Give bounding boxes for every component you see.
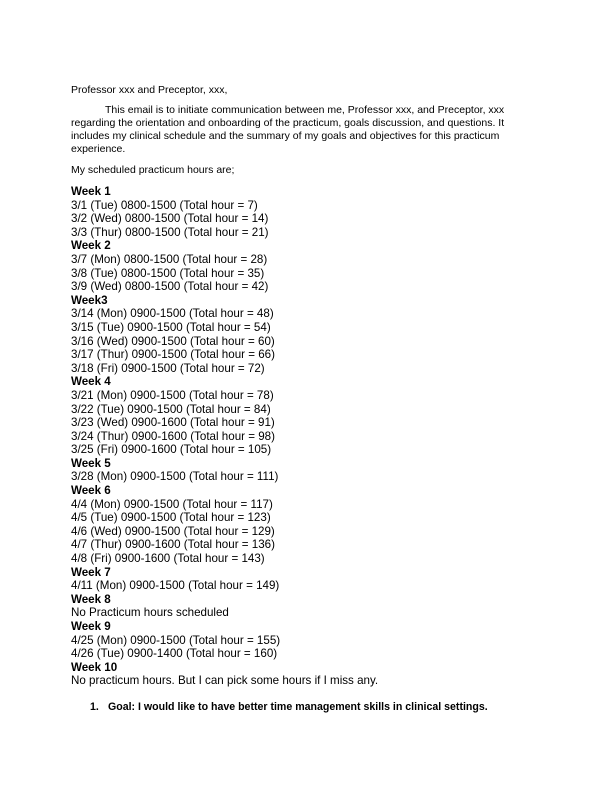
schedule-line: 4/6 (Wed) 0900-1500 (Total hour = 129)	[71, 524, 275, 538]
schedule-line: 3/16 (Wed) 0900-1500 (Total hour = 60)	[71, 334, 275, 348]
schedule-line: 3/2 (Wed) 0800-1500 (Total hour = 14)	[71, 212, 269, 226]
intro-paragraph: This email is to initiate communication between me, Professor xxx, and Preceptor, xxx regarding the orientation and onboarding of the practicum, goals discussion, and questions. It includes my clinical schedule and the summary of my goals and objectives for this practicum experience.	[71, 104, 505, 155]
schedule-intro: My scheduled practicum hours are;	[71, 164, 235, 176]
week-heading: Week 8	[71, 592, 111, 606]
schedule-line: 4/5 (Tue) 0900-1500 (Total hour = 123)	[71, 511, 271, 525]
schedule-line: 3/14 (Mon) 0900-1500 (Total hour = 48)	[71, 307, 274, 321]
schedule-line: 3/25 (Fri) 0900-1600 (Total hour = 105)	[71, 443, 272, 457]
schedule-line: 3/1 (Tue) 0800-1500 (Total hour = 7)	[71, 198, 258, 212]
goal-text: Goal: I would like to have better time management skills in clinical settings.	[108, 701, 488, 713]
schedule-line: 3/22 (Tue) 0900-1500 (Total hour = 84)	[71, 402, 271, 416]
practicum-schedule	[71, 185, 541, 688]
week-heading: Week3	[71, 293, 108, 307]
week-heading: Week 1	[71, 185, 111, 198]
schedule-line: 3/17 (Thur) 0900-1500 (Total hour = 66)	[71, 348, 275, 362]
schedule-line: 4/8 (Fri) 0900-1600 (Total hour = 143)	[71, 552, 265, 566]
week-heading: Week 6	[71, 484, 111, 498]
schedule-line: 3/21 (Mon) 0900-1500 (Total hour = 78)	[71, 388, 274, 402]
schedule-line: 3/9 (Wed) 0800-1500 (Total hour = 42)	[71, 280, 269, 294]
greeting-line: Professor xxx and Preceptor, xxx,	[71, 84, 228, 96]
week-heading: Week 7	[71, 565, 111, 579]
schedule-line: 4/4 (Mon) 0900-1500 (Total hour = 117)	[71, 497, 273, 511]
schedule-line: 3/28 (Mon) 0900-1500 (Total hour = 111)	[71, 470, 279, 484]
schedule-line: 3/18 (Fri) 0900-1500 (Total hour = 72)	[71, 361, 265, 375]
schedule-line: 4/7 (Thur) 0900-1600 (Total hour = 136)	[71, 538, 275, 552]
schedule-line: 3/8 (Tue) 0800-1500 (Total hour = 35)	[71, 266, 265, 280]
week-heading: Week 10	[71, 660, 118, 674]
schedule-line: 3/3 (Thur) 0800-1500 (Total hour = 21)	[71, 225, 269, 239]
goal-item	[90, 701, 570, 714]
schedule-line: 4/25 (Mon) 0900-1500 (Total hour = 155)	[71, 633, 281, 647]
week-heading: Week 4	[71, 375, 111, 389]
schedule-line: No practicum hours. But I can pick some hours if I miss any.	[71, 674, 379, 688]
week-heading: Week 9	[71, 620, 111, 633]
schedule-line: 4/26 (Tue) 0900-1400 (Total hour = 160)	[71, 647, 278, 661]
goal-number: 1.	[90, 701, 99, 713]
schedule-line: 4/11 (Mon) 0900-1500 (Total hour = 149)	[71, 579, 280, 593]
week-heading: Week 2	[71, 239, 111, 253]
schedule-line: 3/15 (Tue) 0900-1500 (Total hour = 54)	[71, 320, 271, 334]
schedule-line: No Practicum hours scheduled	[71, 606, 229, 620]
week-heading: Week 5	[71, 456, 111, 470]
schedule-line: 3/24 (Thur) 0900-1600 (Total hour = 98)	[71, 429, 275, 443]
schedule-line: 3/23 (Wed) 0900-1600 (Total hour = 91)	[71, 416, 275, 430]
schedule-line: 3/7 (Mon) 0800-1500 (Total hour = 28)	[71, 252, 268, 266]
